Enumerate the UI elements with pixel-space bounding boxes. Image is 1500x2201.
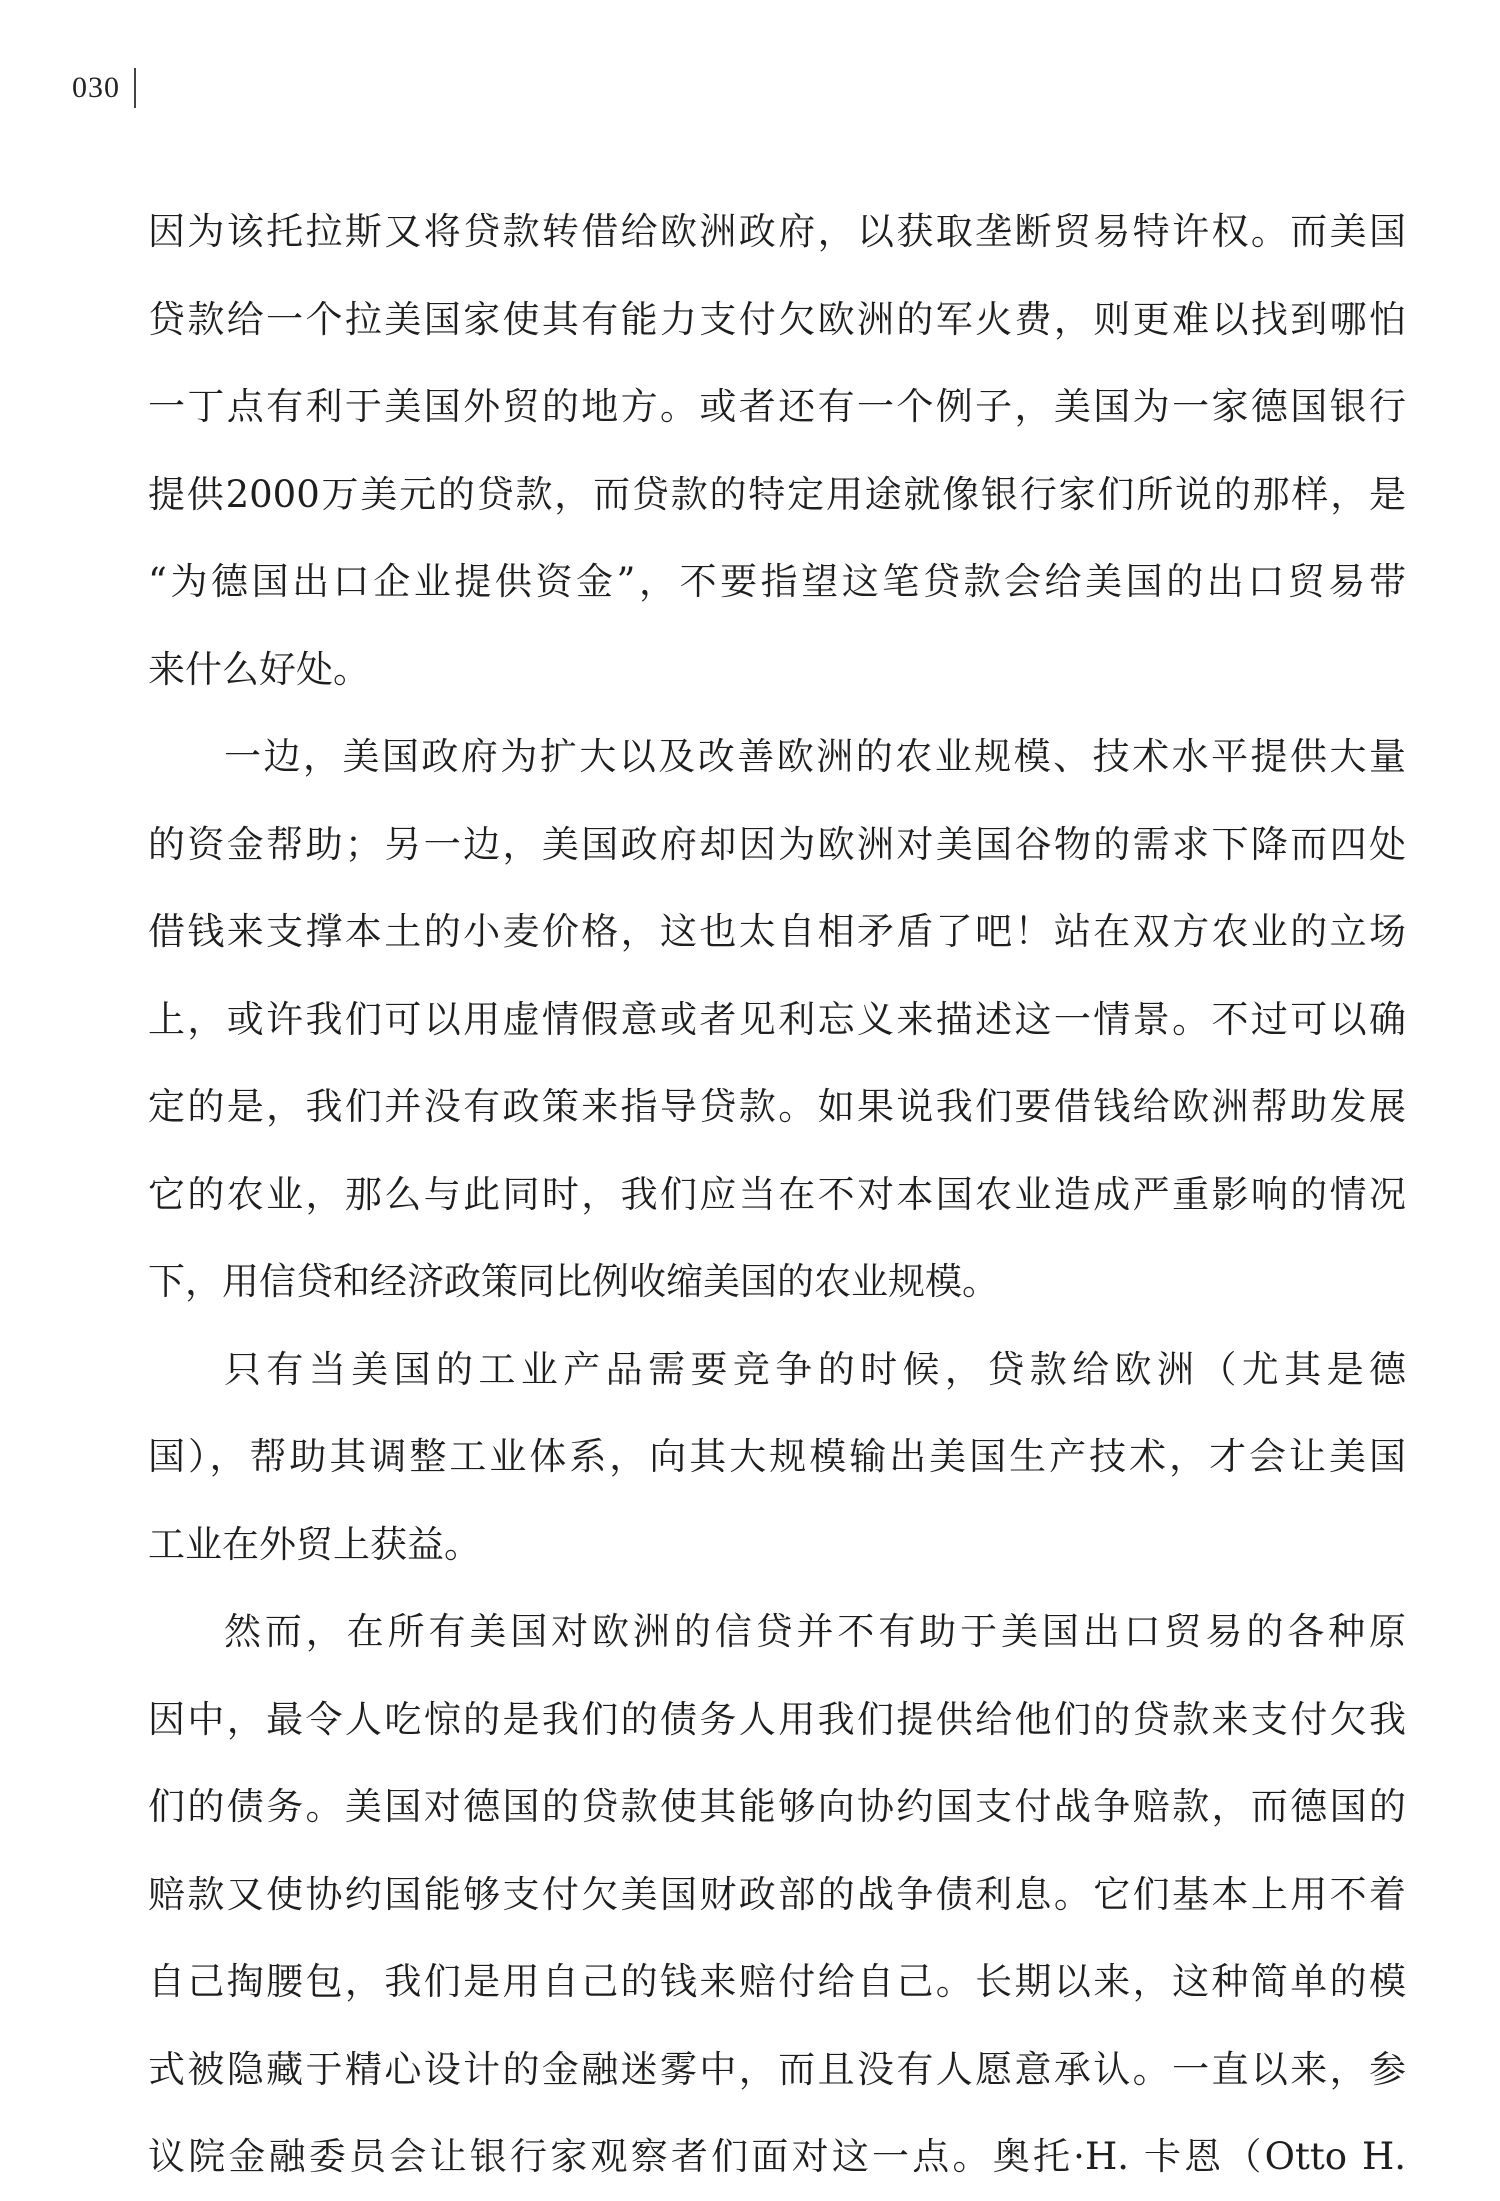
text-line: 下，用信贷和经济政策同比例收缩美国的农业规模。	[148, 1260, 999, 1303]
text-line: 借钱来支撑本土的小麦价格，这也太自相矛盾了吧！站在双方农业的立场	[148, 910, 1406, 953]
body-text	[148, 188, 1406, 2201]
paragraph-3	[148, 1588, 1406, 2201]
text-line: 提供2000万美元的贷款，而贷款的特定用途就像银行家们所说的那样，是	[148, 472, 1406, 516]
text-line: 只有当美国的工业产品需要竞争的时候，贷款给欧洲（尤其是德	[224, 1347, 1406, 1391]
paragraph-1	[148, 713, 1406, 1326]
paragraph-0	[148, 188, 1406, 713]
text-line: 然而，在所有美国对欧洲的信贷并不有助于美国出口贸易的各种原	[224, 1610, 1406, 1653]
text-line: 因中，最令人吃惊的是我们的债务人用我们提供给他们的贷款来支付欠我	[148, 1697, 1406, 1741]
text-line: 的资金帮助；另一边，美国政府却因为欧洲对美国谷物的需求下降而四处	[148, 822, 1406, 866]
page-number: 030	[72, 71, 120, 104]
text-line: 一丁点有利于美国外贸的地方。或者还有一个例子，美国为一家德国银行	[148, 385, 1406, 428]
text-line: 因为该托拉斯又将贷款转借给欧洲政府，以获取垄断贸易特许权。而美国	[148, 210, 1406, 253]
text-line: 国），帮助其调整工业体系，向其大规模输出美国生产技术，才会让美国	[148, 1435, 1406, 1478]
text-line: 贷款给一个拉美国家使其有能力支付欠欧洲的军火费，则更难以找到哪怕	[148, 297, 1406, 341]
text-line: 议院金融委员会让银行家观察者们面对这一点。奥托·H. 卡恩（Otto H.	[148, 2135, 1406, 2178]
text-line: “为德国出口企业提供资金”，不要指望这笔贷款会给美国的出口贸易带	[148, 560, 1406, 603]
text-line: 们的债务。美国对德国的贷款使其能够向协约国支付战争赔款，而德国的	[148, 1785, 1406, 1828]
text-line: 式被隐藏于精心设计的金融迷雾中，而且没有人愿意承认。一直以来，参	[148, 2047, 1406, 2091]
page-header	[72, 68, 136, 108]
header-rule	[134, 68, 136, 108]
text-line: 它的农业，那么与此同时，我们应当在不对本国农业造成严重影响的情况	[148, 1172, 1406, 1216]
text-line: 赔款又使协约国能够支付欠美国财政部的战争债利息。它们基本上用不着	[148, 1872, 1406, 1916]
text-line: 上，或许我们可以用虚情假意或者见利忘义来描述这一情景。不过可以确	[148, 997, 1406, 1041]
text-line: 工业在外贸上获益。	[148, 1522, 481, 1566]
paragraph-2	[148, 1326, 1406, 1589]
text-line: 定的是，我们并没有政策来指导贷款。如果说我们要借钱给欧洲帮助发展	[148, 1085, 1406, 1128]
text-line: 来什么好处。	[148, 647, 370, 691]
text-line: 自己掏腰包，我们是用自己的钱来赔付给自己。长期以来，这种简单的模	[148, 1960, 1406, 2003]
text-line: 一边，美国政府为扩大以及改善欧洲的农业规模、技术水平提供大量	[224, 735, 1406, 778]
